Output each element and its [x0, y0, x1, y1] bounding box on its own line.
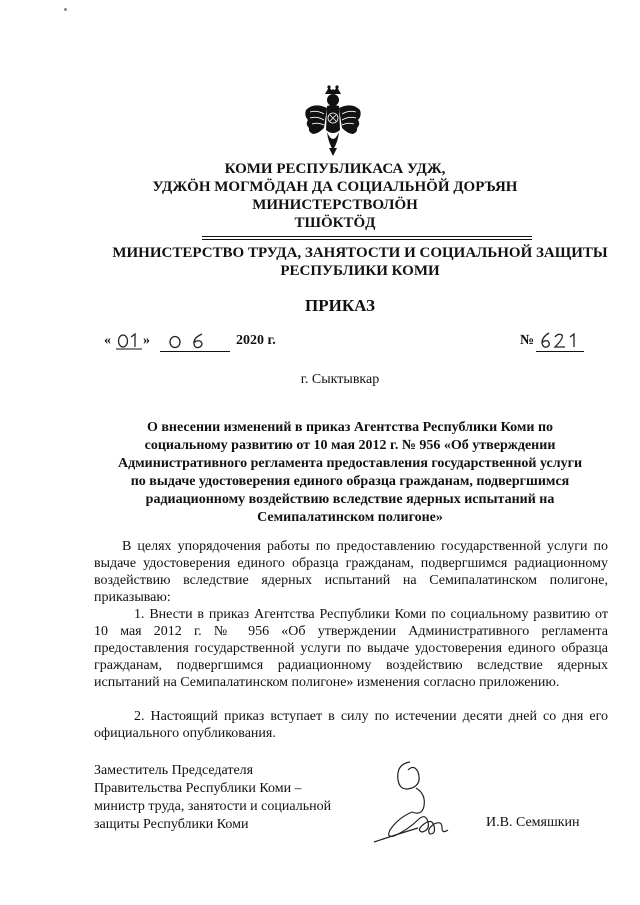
body-paragraph-preamble — [94, 538, 608, 606]
komi-emblem-icon — [300, 84, 366, 158]
order-number-sign: № — [520, 333, 535, 348]
city: г. Сыктывкар — [300, 372, 380, 387]
date-day-handwritten — [116, 330, 142, 350]
title-line: Семипалатинском полигоне» — [257, 510, 443, 525]
order-title — [90, 419, 610, 527]
date-year: 2020 г. — [236, 333, 276, 348]
signatory-name: И.В. Семяшкин — [486, 815, 580, 830]
signatory-position-line: защиты Республики Коми — [94, 817, 249, 832]
handwritten-signature — [368, 758, 468, 844]
paragraph-text: В целях упорядочения работы по предоставлению государственной услуги по выдаче удостоверения единого образца гражданам, подвергшимся радиационному воздействию вследствие ядерных испытаний на Семипалатинском полигоне, приказываю: — [94, 539, 608, 605]
document-type: ПРИКАЗ — [305, 296, 375, 315]
header-komi-line: ТШÖКТÖД — [294, 215, 376, 231]
header-separator — [202, 236, 532, 240]
paragraph-text: 1. Внести в приказ Агентства Республики Коми по социальному развитию от 10 мая 2012 г. № 956 «Об утверждении Административного регламента предоставления государственной услуги по выдаче удостоверения единого образца гражданам, подвергшимся радиационному воздействию вследствие ядерных испытаний на Семипалатинском полигоне» изменения согласно приложению. — [94, 607, 608, 690]
date-close-quote: » — [143, 333, 150, 348]
date-open-quote: « — [104, 333, 111, 348]
title-line: по выдаче удостоверения единого образца гражданам, подвергшимся — [130, 474, 570, 489]
header-ru-line: МИНИСТЕРСТВО ТРУДА, ЗАНЯТОСТИ И СОЦИАЛЬНОЙ ЗАЩИТЫ — [112, 245, 608, 261]
order-number-handwritten — [538, 330, 584, 350]
signatory-position-line: Заместитель Председателя — [94, 763, 254, 778]
signatory-position — [94, 762, 384, 834]
title-line: радиационному воздействию вследствие ядерных испытаний на — [145, 492, 555, 507]
body-paragraph-item-1 — [94, 606, 608, 691]
body-paragraph-item-2 — [94, 708, 608, 742]
header-komi-line: КОМИ РЕСПУБЛИКАСА УДЖ, — [224, 161, 446, 177]
date-month-handwritten — [166, 330, 216, 350]
date-month-underline — [160, 351, 230, 352]
signatory-position-line: Правительства Республики Коми – — [94, 781, 302, 796]
paragraph-text: 2. Настоящий приказ вступает в силу по истечении десяти дней со дня его официального опубликования. — [94, 709, 608, 741]
header-komi-line: МИНИСТЕРСТВОЛÖН — [252, 197, 418, 213]
header-komi — [140, 160, 530, 232]
title-line: Административного регламента предоставления государственной услуги — [117, 456, 583, 471]
signatory-position-line: министр труда, занятости и социальной — [94, 799, 332, 814]
scan-speck — [64, 8, 67, 11]
header-russian — [95, 244, 625, 280]
header-komi-line: УДЖÖН МОГМÖДАН ДА СОЦИАЛЬНÖЙ ДОРЪЯН — [152, 179, 518, 195]
order-number-underline — [536, 351, 584, 352]
header-ru-line: РЕСПУБЛИКИ КОМИ — [280, 263, 440, 279]
title-line: О внесении изменений в приказ Агентства Республики Коми по — [146, 420, 554, 435]
title-line: социальному развитию от 10 мая 2012 г. № 956 «Об утверждении — [144, 438, 556, 453]
